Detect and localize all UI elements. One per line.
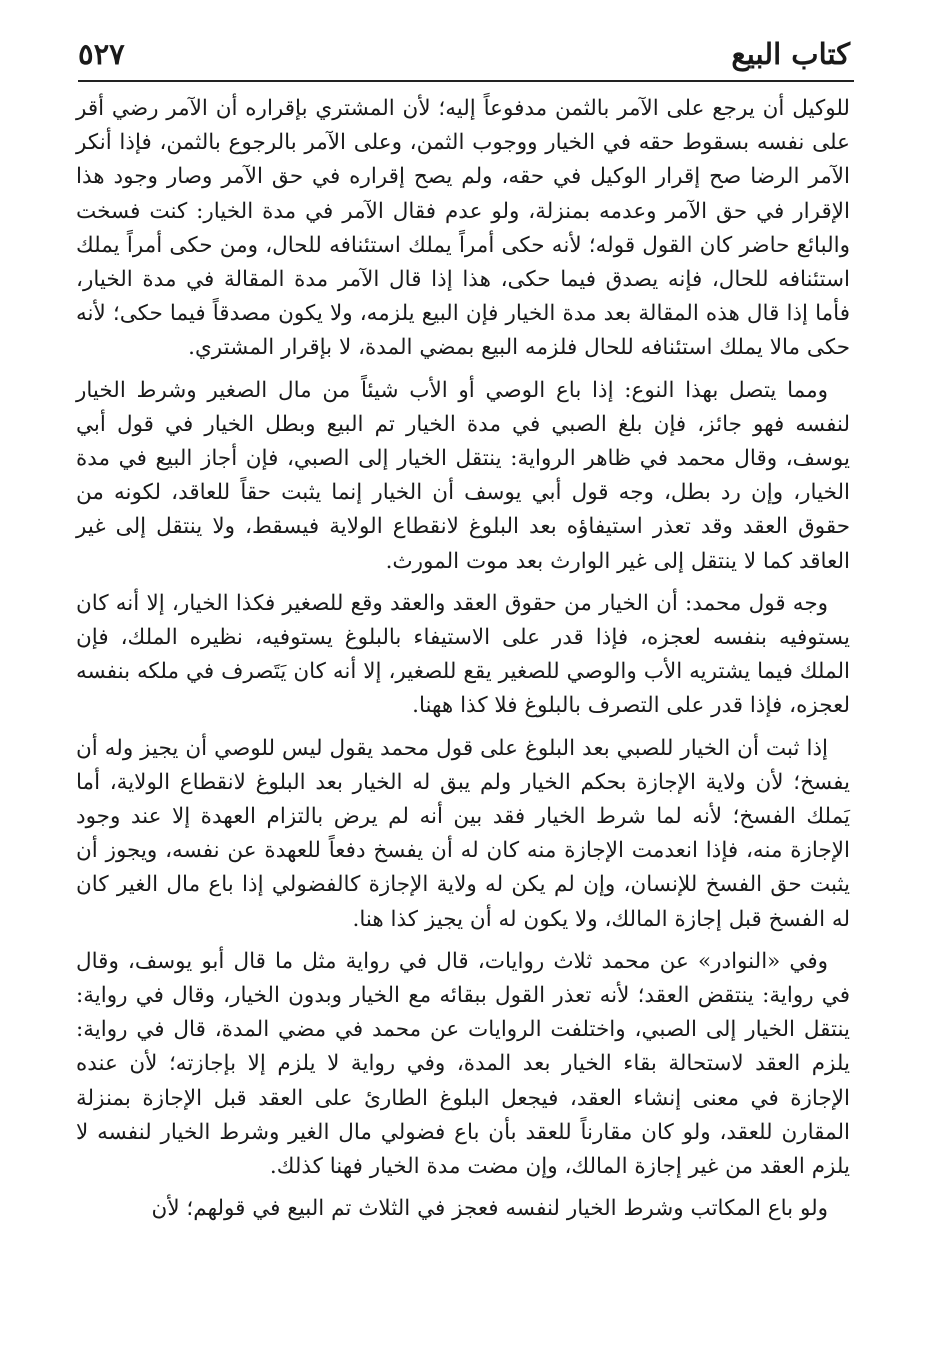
paragraph: للوكيل أن يرجع على الآمر بالثمن مدفوعاً إليه؛ لأن المشتري بإقراره أن الآمر رضي أقر على نفسه بسقوط حقه في الخيار ووجوب الثمن، وعلى الآمر بالرجوع بالثمن، فإذا أنكر الآمر الرضا صح إقرار الوكيل في حقه، ولم يصح إقراره في حق الآمر وصار وجود هذا الإقرار في حق الآمر وعدمه بمنزلة، ولو عدم فقال الآمر في مدة الخيار: كنت فسخت والبائع حاضر كان القول قوله؛ لأنه حكى أمراً يملك استئنافه للحال، ومن حكى أمراً يملك استئنافه للحال، فإنه يصدق فيما حكى، هذا إذا قال الآمر مدة المقالة في مدة الخيار، فأما إذا قال هذه المقالة بعد مدة الخيار فإن البيع يلزمه، ولا يكون مصدقاً فيما حكى؛ لأنه حكى مالا يملك استئنافه للحال فلزمه البيع بمضي المدة، لا بإقرار المشتري. <box>76 96 850 361</box>
paragraph: ولو باع المكاتب وشرط الخيار لنفسه فعجز في الثلاث تم البيع في قولهم؛ لأن <box>151 1196 828 1222</box>
paragraph: إذا ثبت أن الخيار للصبي بعد البلوغ على قول محمد يقول ليس للوصي أن يجيز وله أن يفسخ؛ لأن ولاية الإجازة بحكم الخيار ولم يبق له الخيار بعد البلوغ لانقطاع الولاية، أما يَملك الفسخ؛ لأنه لما شرط الخيار فقد بين أنه لم يرض بالتزام العهدة إلا عند وجود الإجازة منه، فإذا انعدمت الإجازة منه كان له أن يفسخ دفعاً للعهدة عن نفسه، ويجوز أن يثبت حق الفسخ للإنسان، وإن لم يكن له ولاية الإجازة كالفضولي إذا باع مال الغير كان له الفسخ قبل إجازة المالك، ولا يكون له أن يجيز كذا هنا. <box>76 735 850 932</box>
header-divider <box>78 80 854 82</box>
paragraph: وجه قول محمد: أن الخيار من حقوق العقد والعقد وقع للصغير فكذا الخيار، إلا أنه كان يستوفيه بنفسه لعجزه، فإذا قدر على الاستيفاء بالبلوغ يستوفيه، نظيره الملك، فإن الملك فيما يشتريه الأب والوصي للصغير يقع للصغير، إلا أنه كان يَتَصرف في ملكه بنفسه لعجزه، فإذا قدر على التصرف بالبلوغ فلا كذا ههنا. <box>76 590 850 719</box>
running-head <box>78 28 850 78</box>
paragraph: ومما يتصل بهذا النوع: إذا باع الوصي أو الأب شيئاً من مال الصغير وشرط الخيار لنفسه فهو جائز، فإن بلغ الصبي في مدة الخيار تم البيع وبطل الخيار في قول أبي يوسف، وقال محمد في ظاهر الرواية: ينتقل الخيار إلى الصبي، فإن أجاز البيع في مدة الخيار، وإن رد بطل، وجه قول أبي يوسف أن الخيار إنما يثبت حقاً للعاقد، لكونه من حقوق العقد وقد تعذر استيفاؤه بعد البلوغ لانقطاع الولاية فيسقط، ولا ينتقل إلى غير العاقد كما لا ينتقل إلى غير الوارث بعد موت المورث. <box>76 377 850 574</box>
book-title: كتاب البيع <box>731 37 850 71</box>
paragraph: وفي «النوادر» عن محمد ثلاث روايات، قال في رواية مثل ما قال أبو يوسف، وقال في رواية: ينتقض العقد؛ لأنه تعذر القول ببقائه مع الخيار وبدون الخيار، وقال في رواية: ينتقل الخيار إلى الصبي، واختلفت الروايات عن محمد في مضي المدة، قال في رواية: يلزم العقد لاستحالة بقاء الخيار بعد المدة، وفي رواية لا يلزم إلا بإجازته؛ لأن عنده الإجازة في معنى إنشاء العقد، فيجعل البلوغ الطارئ على العقد قبل الإجازة بمنزلة المقارن للعقد، ولو كان مقارناً للعقد بأن باع فضولي مال الغير وشرط الخيار لنفسه لا يلزم العقد من غير إجازة المالك، وإن مضت مدة الخيار فهنا كذلك. <box>76 948 850 1180</box>
page-number: ٥٢٧ <box>78 37 125 71</box>
main-text <box>76 92 850 1235</box>
